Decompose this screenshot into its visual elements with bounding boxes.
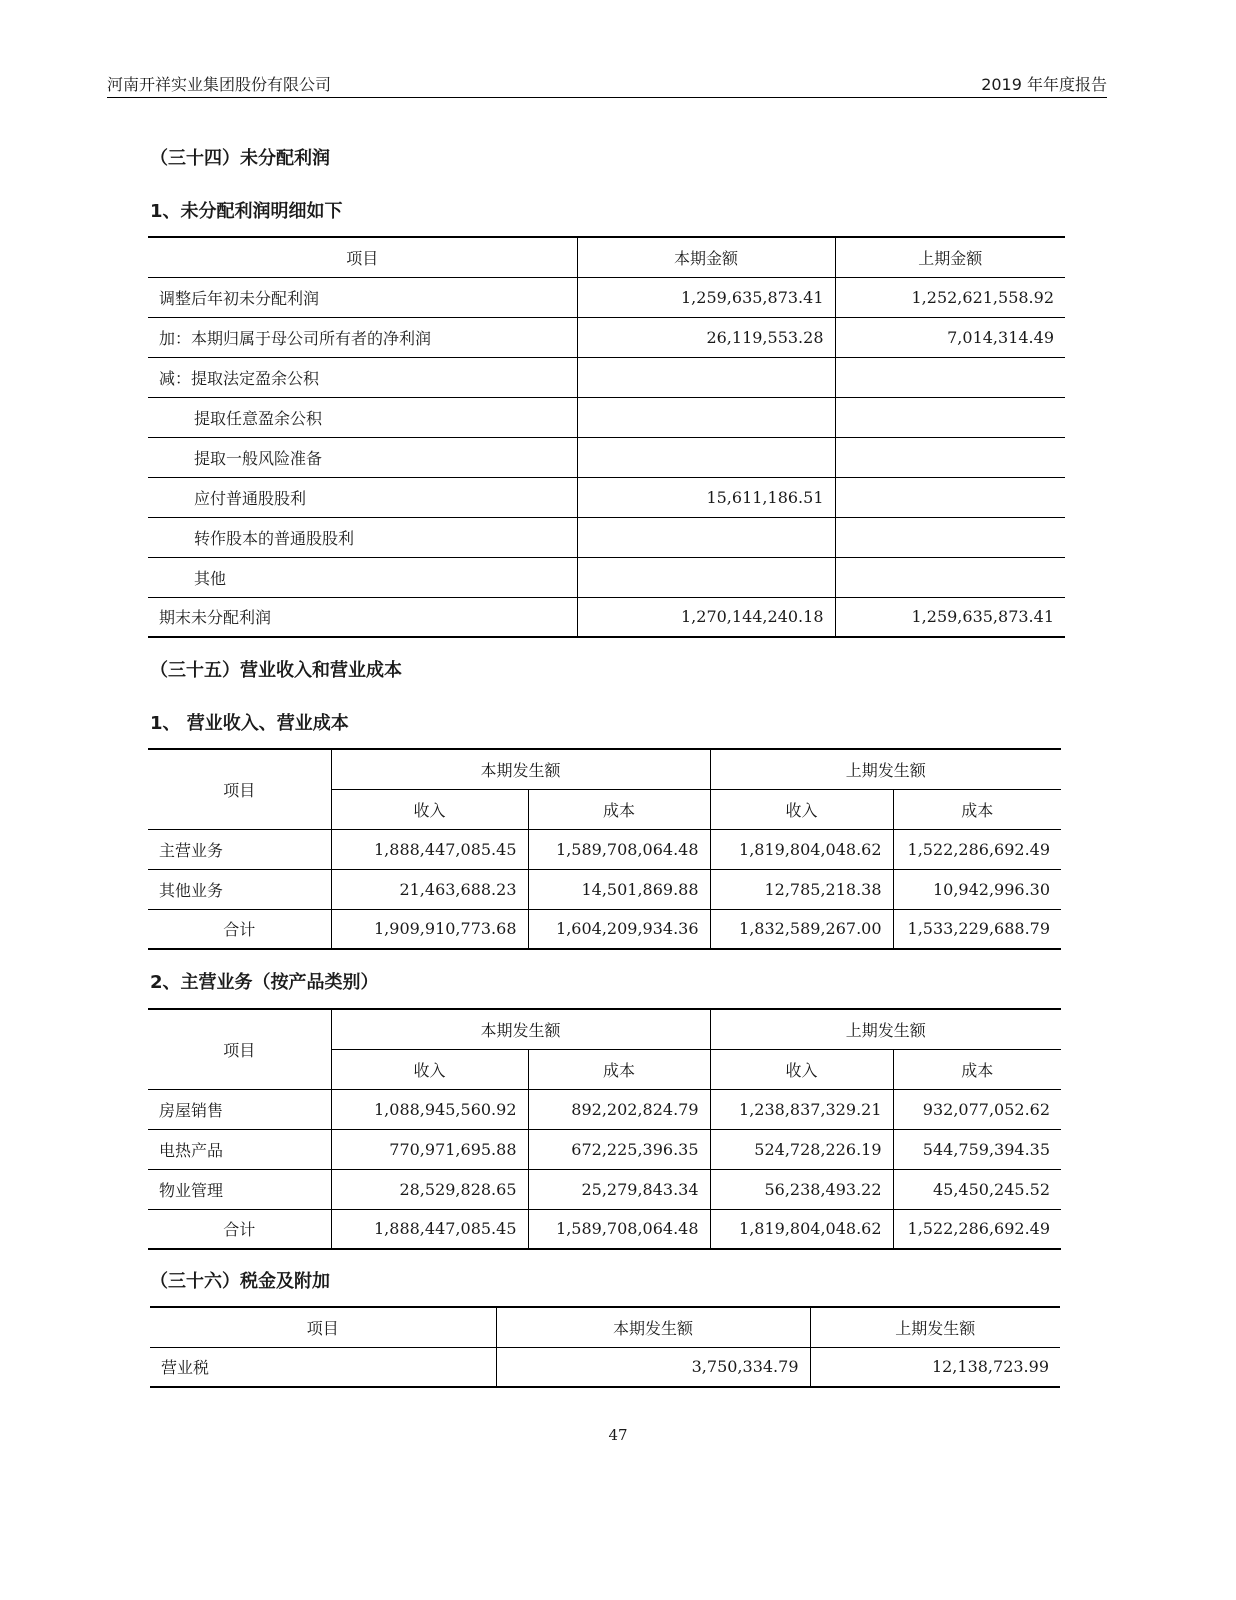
- undistributed-profit-table: [148, 236, 1065, 638]
- current-amount: [577, 437, 835, 477]
- company-name: 河南开祥实业集团股份有限公司: [107, 75, 332, 94]
- current-amount: 3,750,334.79: [496, 1347, 810, 1387]
- current-cost: 1,589,708,064.48: [528, 1209, 710, 1249]
- current-amount: 15,611,186.51: [577, 477, 835, 517]
- section-34-title: （三十四）未分配利润: [150, 148, 330, 169]
- header-divider: [107, 97, 1107, 98]
- column-header-current-period: 本期发生额: [331, 749, 710, 789]
- column-header-current: 本期金额: [577, 237, 835, 277]
- current-cost: 1,604,209,934.36: [528, 909, 710, 949]
- previous-amount: [835, 357, 1065, 397]
- current-income: 770,971,695.88: [331, 1129, 528, 1169]
- row-label: 调整后年初未分配利润: [148, 277, 577, 317]
- previous-income: 56,238,493.22: [710, 1169, 893, 1209]
- column-header-item: 项目: [150, 1307, 496, 1347]
- section-35-subtitle-2: 2、主营业务（按产品类别）: [150, 972, 379, 993]
- table-row: [148, 1089, 1061, 1129]
- row-label: 减：提取法定盈余公积: [148, 357, 577, 397]
- table-row: [148, 557, 1065, 597]
- column-header-current-period: 本期发生额: [331, 1009, 710, 1049]
- current-amount: [577, 397, 835, 437]
- column-header-income: 收入: [331, 1049, 528, 1089]
- column-header-cost: 成本: [893, 789, 1061, 829]
- current-amount: [577, 517, 835, 557]
- previous-income: 1,832,589,267.00: [710, 909, 893, 949]
- row-label: 其他: [148, 557, 577, 597]
- column-header-cost: 成本: [893, 1049, 1061, 1089]
- page-number: 47: [608, 1426, 628, 1444]
- page-header: [107, 72, 1107, 96]
- row-label-total: 合计: [148, 1209, 331, 1249]
- section-36-title: （三十六）税金及附加: [150, 1271, 330, 1292]
- previous-income: 1,238,837,329.21: [710, 1089, 893, 1129]
- table-row: [148, 1169, 1061, 1209]
- column-header-current: 本期发生额: [496, 1307, 810, 1347]
- section-34-subtitle: 1、未分配利润明细如下: [150, 201, 343, 222]
- column-header-previous-period: 上期发生额: [710, 1009, 1061, 1049]
- column-header-income: 收入: [331, 789, 528, 829]
- current-income: 21,463,688.23: [331, 869, 528, 909]
- current-income: 1,888,447,085.45: [331, 829, 528, 869]
- table-header-row: [148, 237, 1065, 277]
- section-35-title: （三十五）营业收入和营业成本: [150, 660, 402, 681]
- column-header-income: 收入: [710, 789, 893, 829]
- row-label: 提取任意盈余公积: [148, 397, 577, 437]
- row-label: 房屋销售: [148, 1089, 331, 1129]
- current-amount: [577, 557, 835, 597]
- previous-income: 1,819,804,048.62: [710, 1209, 893, 1249]
- table-row: [148, 477, 1065, 517]
- previous-cost: 10,942,996.30: [893, 869, 1061, 909]
- current-cost: 14,501,869.88: [528, 869, 710, 909]
- current-cost: 672,225,396.35: [528, 1129, 710, 1169]
- previous-cost: 1,522,286,692.49: [893, 829, 1061, 869]
- previous-amount: [835, 397, 1065, 437]
- table-row: [148, 317, 1065, 357]
- current-cost: 892,202,824.79: [528, 1089, 710, 1129]
- current-income: 1,888,447,085.45: [331, 1209, 528, 1249]
- table-row: [148, 277, 1065, 317]
- column-header-previous: 上期发生额: [810, 1307, 1060, 1347]
- section-35-subtitle-1: 1、 营业收入、营业成本: [150, 713, 349, 734]
- table-row: [148, 397, 1065, 437]
- current-cost: 25,279,843.34: [528, 1169, 710, 1209]
- row-label: 期末未分配利润: [148, 597, 577, 637]
- previous-income: 1,819,804,048.62: [710, 829, 893, 869]
- column-header-item: 项目: [148, 749, 331, 829]
- table-total-row: [148, 909, 1061, 949]
- table-header-row: [148, 1009, 1061, 1049]
- previous-cost: 1,533,229,688.79: [893, 909, 1061, 949]
- current-amount: 1,270,144,240.18: [577, 597, 835, 637]
- row-label: 应付普通股股利: [148, 477, 577, 517]
- revenue-cost-table: [148, 748, 1061, 950]
- previous-cost: 932,077,052.62: [893, 1089, 1061, 1129]
- row-label: 电热产品: [148, 1129, 331, 1169]
- previous-cost: 544,759,394.35: [893, 1129, 1061, 1169]
- current-income: 28,529,828.65: [331, 1169, 528, 1209]
- previous-amount: [835, 517, 1065, 557]
- previous-income: 12,785,218.38: [710, 869, 893, 909]
- previous-amount: 12,138,723.99: [810, 1347, 1060, 1387]
- table-header-row: [148, 749, 1061, 789]
- column-header-item: 项目: [148, 237, 577, 277]
- previous-amount: [835, 557, 1065, 597]
- row-label: 物业管理: [148, 1169, 331, 1209]
- row-label: 提取一般风险准备: [148, 437, 577, 477]
- main-business-by-product-table: [148, 1008, 1061, 1250]
- table-header-row: [150, 1307, 1060, 1347]
- current-amount: [577, 357, 835, 397]
- previous-cost: 1,522,286,692.49: [893, 1209, 1061, 1249]
- table-row: [148, 597, 1065, 637]
- previous-amount: 7,014,314.49: [835, 317, 1065, 357]
- row-label-total: 合计: [148, 909, 331, 949]
- table-row: [148, 357, 1065, 397]
- table-row: [148, 1129, 1061, 1169]
- table-row: [148, 437, 1065, 477]
- previous-income: 524,728,226.19: [710, 1129, 893, 1169]
- row-label: 转作股本的普通股股利: [148, 517, 577, 557]
- table-row: [150, 1347, 1060, 1387]
- report-title: 2019 年年度报告: [981, 75, 1107, 94]
- previous-amount: [835, 477, 1065, 517]
- column-header-cost: 成本: [528, 1049, 710, 1089]
- previous-amount: 1,259,635,873.41: [835, 597, 1065, 637]
- table-total-row: [148, 1209, 1061, 1249]
- column-header-income: 收入: [710, 1049, 893, 1089]
- current-income: 1,088,945,560.92: [331, 1089, 528, 1129]
- column-header-previous-period: 上期发生额: [710, 749, 1061, 789]
- previous-amount: 1,252,621,558.92: [835, 277, 1065, 317]
- previous-amount: [835, 437, 1065, 477]
- column-header-cost: 成本: [528, 789, 710, 829]
- row-label: 其他业务: [148, 869, 331, 909]
- row-label: 主营业务: [148, 829, 331, 869]
- current-amount: 26,119,553.28: [577, 317, 835, 357]
- table-row: [148, 869, 1061, 909]
- row-label: 营业税: [150, 1347, 496, 1387]
- current-cost: 1,589,708,064.48: [528, 829, 710, 869]
- current-amount: 1,259,635,873.41: [577, 277, 835, 317]
- table-row: [148, 517, 1065, 557]
- taxes-surcharges-table: [150, 1306, 1060, 1388]
- row-label: 加：本期归属于母公司所有者的净利润: [148, 317, 577, 357]
- table-row: [148, 829, 1061, 869]
- previous-cost: 45,450,245.52: [893, 1169, 1061, 1209]
- column-header-item: 项目: [148, 1009, 331, 1089]
- current-income: 1,909,910,773.68: [331, 909, 528, 949]
- column-header-previous: 上期金额: [835, 237, 1065, 277]
